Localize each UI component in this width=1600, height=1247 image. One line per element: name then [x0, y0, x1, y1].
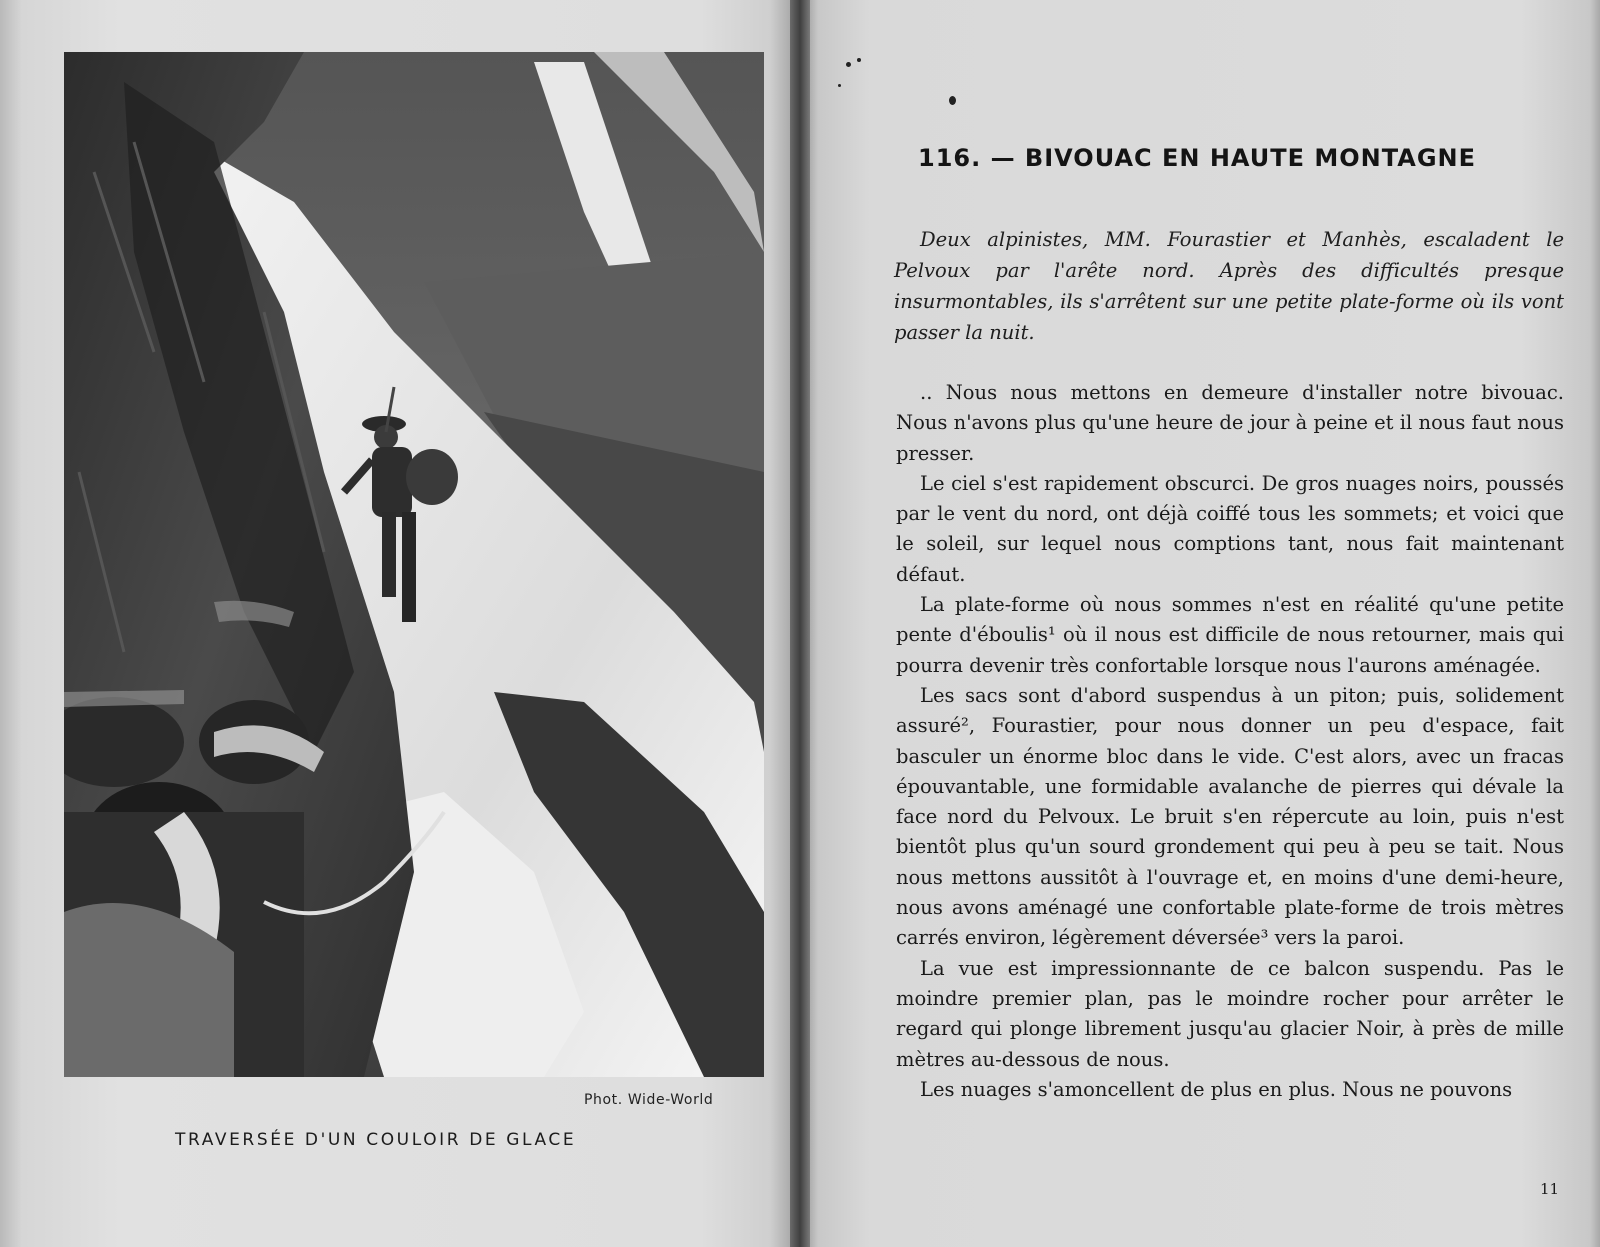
photo-caption: TRAVERSÉE D'UN COULOIR DE GLACE [175, 1130, 577, 1150]
body-paragraph: La vue est impressionnante de ce balcon suspendu. Pas le moindre premier plan, pas le moindre rocher pour arrêter le regard qui plonge librement jusqu'au glacier Noir, à près de mille mètres au-dessous de nous. [896, 956, 1564, 1071]
body-paragraph: Le ciel s'est rapidement obscurci. De gros nuages noirs, poussés par le vent du nord, ont déjà coiffé tous les sommets; et voici que le soleil, sur lequel nous comptions tant, nous fait maintenant défaut. [896, 471, 1564, 586]
body-text [896, 378, 1564, 1105]
ink-speck [949, 96, 956, 105]
mountaineering-photograph [64, 52, 764, 1077]
intro-paragraph [894, 224, 1564, 348]
body-paragraph: .. Nous nous mettons en demeure d'installer notre bivouac. Nous n'avons plus qu'une heure de jour à peine et il nous faut nous presser. [896, 381, 1564, 465]
book-gutter [790, 0, 810, 1247]
ink-speck [857, 58, 861, 62]
ink-speck [838, 84, 841, 87]
ink-speck [846, 62, 851, 67]
page-number: 11 [1540, 1180, 1560, 1198]
chapter-heading: 116. — BIVOUAC EN HAUTE MONTAGNE [918, 144, 1476, 172]
photo-credit: Phot. Wide-World [584, 1092, 714, 1108]
body-paragraph: La plate-forme où nous sommes n'est en réalité qu'une petite pente d'éboulis¹ où il nous est difficile de nous retourner, mais qui pourra devenir très confortable lorsque nous l'aurons aménagée. [896, 593, 1564, 677]
body-paragraph: Les nuages s'amoncellent de plus en plus. Nous ne pouvons [920, 1077, 1513, 1101]
body-paragraph: Les sacs sont d'abord suspendus à un piton; puis, solidement assuré², Fourastier, pour nous donner un peu d'espace, fait basculer un énorme bloc dans le vide. C'est alors, avec un fracas épouvantable, une formidable avalanche de pierres qui dévale la face nord du Pelvoux. Le bruit s'en répercute au loin, puis n'est bientôt plus qu'un sourd grondement qui peu à peu se tait. Nous nous mettons aussitôt à l'ouvrage et, en moins d'une demi-heure, nous avons aménagé une confortable plate-forme de trois mètres carrés environ, légèrement déversée³ vers la paroi. [896, 683, 1564, 950]
intro-text: Deux alpinistes, MM. Fourastier et Manhès, escaladent le Pelvoux par l'arête nord. Après des difficultés presque insurmontables, ils s'arrêtent sur une petite plate-forme où ils vont passer la nuit. [894, 228, 1564, 344]
